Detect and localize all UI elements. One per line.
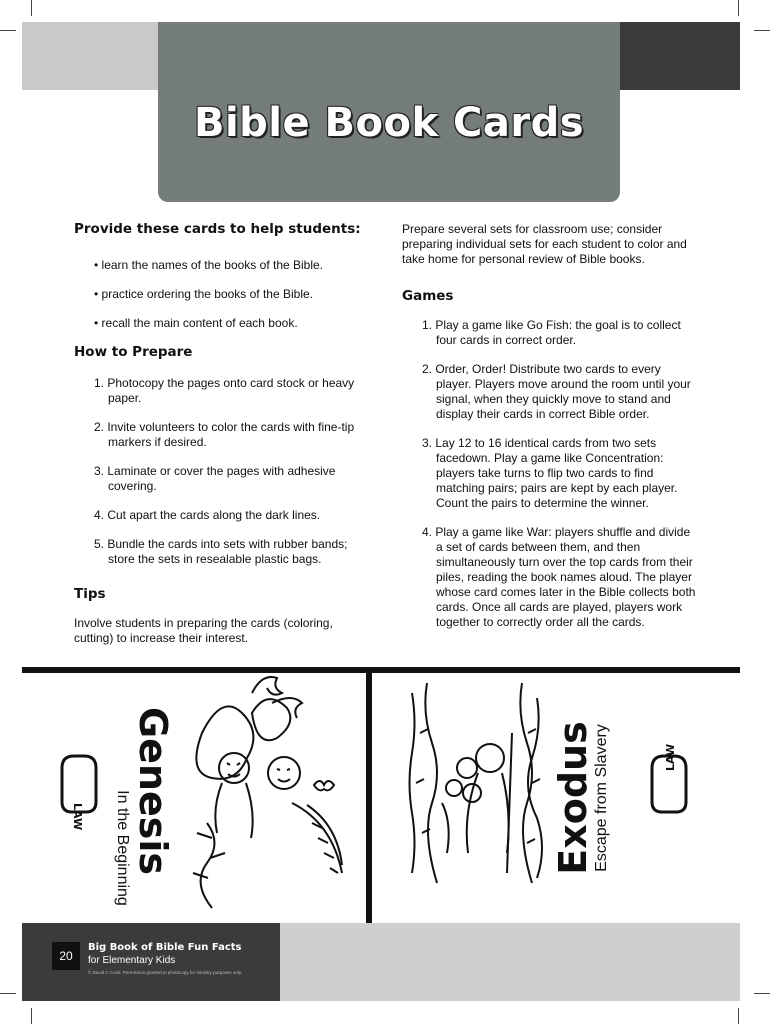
tips-text: Involve students in preparing the cards (coloring, cutting) to increase their interest.	[74, 616, 333, 645]
header-band-right	[620, 22, 740, 90]
copyright-notice: © David C Cook. Permission granted to photocopy for ministry purposes only.	[88, 970, 243, 975]
list-item: 5. Bundle the cards into sets with rubber bands; store the sets in resealable plastic bags.	[94, 537, 348, 566]
list-item: 3. Lay 12 to 16 identical cards from two sets facedown. Play a game like Concentration: players take turns to flip two cards to find matching pairs; pairs are kept by each player. Count the pairs to determine the winner.	[422, 436, 678, 510]
exodus-subtitle: Escape from Slavery	[593, 724, 610, 872]
crop-mark	[0, 30, 16, 31]
games-list	[422, 318, 697, 630]
crop-mark	[0, 993, 16, 994]
provide-heading: Provide these cards to help students:	[74, 221, 361, 237]
crop-mark	[738, 1008, 739, 1024]
left-column	[74, 222, 364, 660]
crop-mark	[31, 1008, 32, 1024]
crop-mark	[754, 30, 770, 31]
crop-mark	[738, 0, 739, 16]
list-item: 4. Play a game like War: players shuffle and divide a set of cards between them, and then simultaneously turn over the top cards from their piles, reading the book names aloud. The player whose card comes later in the Bible collects both cards. Once all cards are played, players work together to correctly order all the cards.	[422, 525, 696, 629]
page-title: Bible Book Cards	[193, 100, 585, 146]
list-item: 2. Invite volunteers to color the cards with fine-tip markers if desired.	[94, 420, 355, 449]
list-item: • recall the main content of each book.	[94, 316, 364, 331]
page-number: 20	[52, 942, 80, 970]
prepare-heading: How to Prepare	[74, 344, 193, 360]
list-item: 1. Photocopy the pages onto card stock or heavy paper.	[94, 376, 355, 405]
games-heading: Games	[402, 288, 454, 304]
list-item: • practice ordering the books of the Bible.	[94, 287, 364, 302]
exodus-illustration	[372, 673, 740, 923]
genesis-badge: LAW	[71, 803, 84, 831]
genesis-illustration	[22, 673, 366, 923]
genesis-title: Genesis	[131, 706, 175, 876]
tips-heading: Tips	[74, 586, 106, 602]
book-title: Big Book of Bible Fun Facts	[88, 942, 242, 953]
title-banner	[158, 22, 620, 202]
header-band-left	[22, 22, 158, 90]
right-column	[402, 222, 697, 644]
list-item: 2. Order, Order! Distribute two cards to every player. Players move around the room until your signal, when they quickly move to stand and display their cards in correct Bible order.	[422, 362, 691, 421]
genesis-subtitle: In the Beginning	[114, 790, 131, 906]
exodus-card	[372, 673, 740, 923]
exodus-badge: LAW	[664, 743, 677, 771]
crop-mark	[31, 0, 32, 16]
crop-mark	[754, 993, 770, 994]
exodus-title: Exodus	[551, 721, 595, 875]
prepare-list	[94, 376, 364, 567]
provide-list	[94, 258, 364, 331]
list-item: 4. Cut apart the cards along the dark lines.	[94, 508, 321, 522]
list-item: 1. Play a game like Go Fish: the goal is to collect four cards in correct order.	[422, 318, 681, 347]
book-subtitle: for Elementary Kids	[88, 955, 176, 966]
footer-band-right	[280, 923, 740, 1001]
genesis-card	[22, 673, 366, 923]
list-item: • learn the names of the books of the Bible.	[94, 258, 364, 273]
intro-text: Prepare several sets for classroom use; consider preparing individual sets for each student to color and take home for personal review of Bible books.	[402, 222, 687, 266]
list-item: 3. Laminate or cover the pages with adhesive covering.	[94, 464, 336, 493]
